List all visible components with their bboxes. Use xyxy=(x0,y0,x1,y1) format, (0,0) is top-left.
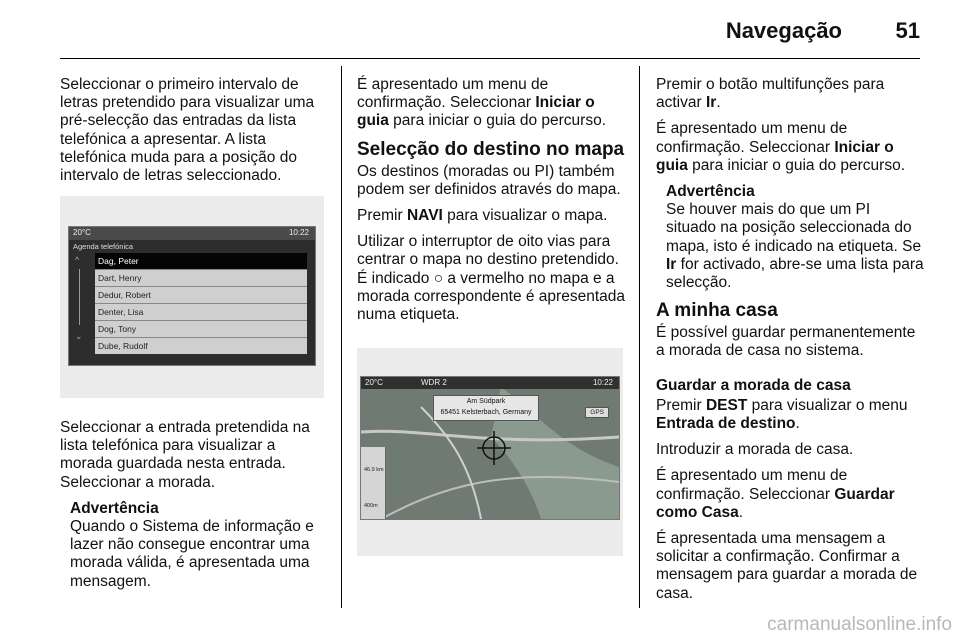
map-status-bar xyxy=(361,377,619,389)
text: Se houver mais do que um PI situado na posição seleccionada do mapa, isto é indicado na etiqueta. Se xyxy=(666,201,922,255)
column-divider-1 xyxy=(341,66,342,608)
text: for activado, abre-se uma lista para selecção. xyxy=(666,255,924,292)
gps-badge: GPS xyxy=(585,407,609,418)
paragraph-navi xyxy=(357,207,625,225)
list-item[interactable]: Denter, Lisa xyxy=(95,304,307,321)
clock-label: 10:22 xyxy=(288,228,309,237)
paragraph-confirm-message: É apresentada uma mensagem a solicitar a confirmação. Confirmar a mensagem para guardar a morada de casa. xyxy=(656,530,918,602)
page-title: Navegação xyxy=(725,18,842,43)
section-heading: A minha casa xyxy=(656,300,778,322)
phonebook-figure xyxy=(60,196,324,398)
note-title: Advertência xyxy=(70,499,159,517)
text: para iniciar o guia do percurso. xyxy=(687,156,905,174)
list-item[interactable]: Dog, Tony xyxy=(95,321,307,338)
column-2 xyxy=(357,76,625,332)
temperature-label: 20°C xyxy=(73,228,91,237)
text: Premir o botão multifunções para activar xyxy=(656,76,885,112)
menu-item-save-home: Guardar como Casa xyxy=(656,485,895,521)
map-screen xyxy=(360,376,620,520)
phonebook-list xyxy=(95,253,307,354)
distance-label: 46.9 km xyxy=(364,467,384,473)
menu-destination-entry: Entrada de destino xyxy=(656,415,796,433)
paragraph-map-destinations: Os destinos (moradas ou PI) também podem ser definidos através do mapa. xyxy=(357,162,621,198)
key-dest: DEST xyxy=(705,396,748,414)
paragraph-enter-home: Introduzir a morada de casa. xyxy=(656,441,854,459)
column-divider-2 xyxy=(639,66,640,608)
chevron-down-icon[interactable]: ⌄ xyxy=(75,331,83,341)
text: a vermelho no mapa e a morada correspondente é apresentada numa etiqueta. xyxy=(357,269,625,324)
crosshair-icon xyxy=(477,431,511,465)
paragraph-phonebook-range: Seleccionar o primeiro intervalo de letras pretendido para visualizar uma pré-selecção das entradas da lista telefónica a apresentar. A lista telefónica muda para a posição do intervalo de letras seleccionado. xyxy=(60,76,315,185)
paragraph-eight-way xyxy=(357,233,625,324)
map-figure xyxy=(357,348,623,556)
text: . xyxy=(716,94,721,112)
text: É apresentado um menu de confirmação. Seleccionar xyxy=(357,76,549,112)
text: . xyxy=(738,503,744,521)
paragraph-confirm-menu xyxy=(656,120,924,175)
chevron-up-icon[interactable]: ^ xyxy=(75,255,80,265)
column-1-lower xyxy=(60,419,328,599)
phonebook-title: Agenda telefónica xyxy=(73,242,134,251)
text: para iniciar o guia do percurso. xyxy=(388,112,606,130)
text: para visualizar o mapa. xyxy=(442,207,608,225)
crosshair-symbol-icon: ○ xyxy=(433,269,444,287)
paragraph-press-dest xyxy=(656,397,924,433)
text: É apresentado um menu de confirmação. Seleccionar xyxy=(656,120,848,156)
header-rule xyxy=(60,58,920,59)
page-number: 51 xyxy=(895,18,920,43)
status-bar xyxy=(69,227,315,240)
column-1 xyxy=(60,76,328,193)
scale-label: 400m xyxy=(364,503,378,509)
address-city: 65451 Kelsterbach, Germany xyxy=(440,409,532,416)
list-item[interactable]: Dart, Henry xyxy=(95,270,307,287)
radio-station-label: WDR 2 xyxy=(421,378,447,387)
menu-item-go: Ir xyxy=(666,255,677,273)
list-item[interactable]: Dedur, Robert xyxy=(95,287,307,304)
map-side-panel xyxy=(361,447,386,519)
section-heading: Selecção do destino no mapa xyxy=(357,138,625,160)
scrollbar[interactable] xyxy=(79,269,80,325)
note-box xyxy=(666,183,924,292)
temperature-label: 20°C xyxy=(365,378,383,387)
address-street: Am Südpark xyxy=(466,398,506,405)
note-box xyxy=(70,500,328,591)
watermark: carmanualsonline.info xyxy=(767,614,952,635)
clock-label: 10:22 xyxy=(592,378,613,387)
list-item[interactable]: Dag, Peter xyxy=(95,253,307,270)
menu-item-start-guidance: Iniciar o guia xyxy=(656,138,894,174)
note-text: Quando o Sistema de informação e lazer não consegue encontrar uma morada válida, é apresentada uma mensagem. xyxy=(70,518,314,590)
text: para visualizar o menu xyxy=(747,396,908,414)
list-item[interactable]: Dube, Rudolf xyxy=(95,338,307,354)
note-text xyxy=(666,201,924,292)
text: Premir xyxy=(357,207,407,225)
paragraph-select-entry: Seleccionar a entrada pretendida na lista telefónica para visualizar a morada guardada nesta entrada. Seleccionar a morada. xyxy=(60,419,310,491)
paragraph-press-ir xyxy=(656,76,924,112)
phonebook-screen xyxy=(68,226,316,366)
note-title: Advertência xyxy=(666,183,755,201)
key-navi: NAVI xyxy=(406,207,443,225)
menu-item-start-guidance: Iniciar o guia xyxy=(357,94,595,130)
paragraph-save-home xyxy=(656,467,924,522)
subsection-heading: Guardar a morada de casa xyxy=(656,376,851,394)
address-label xyxy=(433,395,539,421)
text: Premir xyxy=(656,396,706,414)
paragraph-confirm-menu xyxy=(357,76,625,131)
paragraph-home-intro: É possível guardar permanentemente a morada de casa no sistema. xyxy=(656,324,916,360)
column-3 xyxy=(656,76,924,611)
text: É apresentado um menu de confirmação. Seleccionar xyxy=(656,467,848,503)
menu-item-go: Ir xyxy=(705,94,717,112)
text: . xyxy=(795,415,800,433)
text: Utilizar o interruptor de oito vias para centrar o mapa no destino pretendido. É indicado xyxy=(357,233,619,287)
